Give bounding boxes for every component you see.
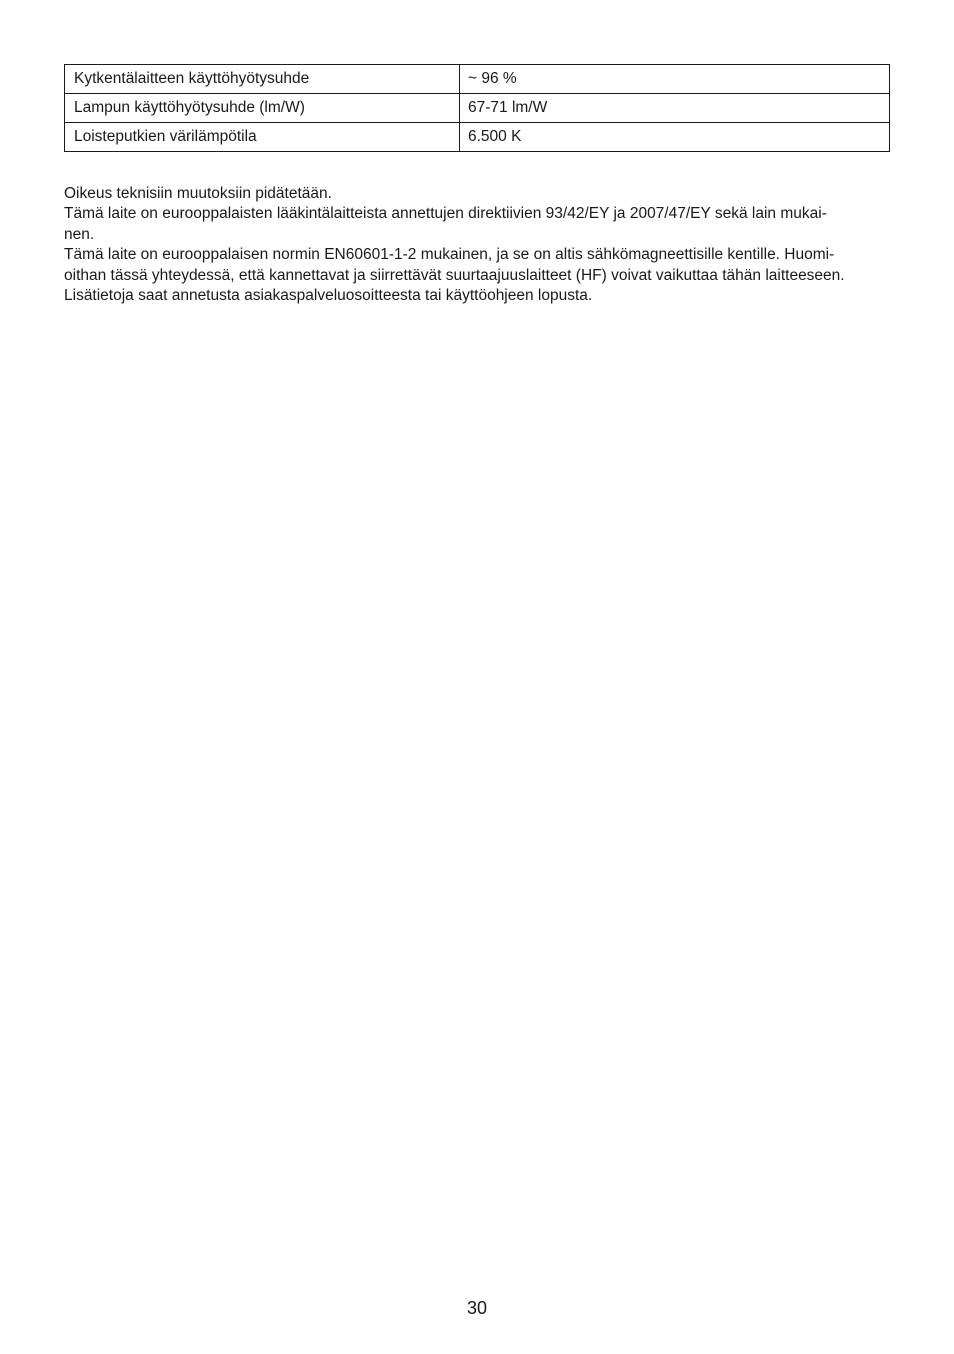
spec-label: Loisteputkien värilämpötila: [65, 123, 460, 152]
technical-changes-note: Oikeus teknisiin muutoksiin pidätetään.: [64, 185, 332, 202]
table-row: [65, 94, 890, 123]
spec-value: ~ 96 %: [460, 65, 890, 94]
medical-directive-note: Tämä laite on eurooppalaisten lääkintälaitteista annettujen direktiivien 93/42/EY ja 2007/47/EY sekä lain mukai- nen.: [64, 205, 827, 243]
specifications-table: [64, 64, 890, 152]
spec-value: 6.500 K: [460, 123, 890, 152]
emc-norm-note: Tämä laite on eurooppalaisen normin EN60601-1-2 mukainen, ja se on altis sähkömagneettisille kentille. Huomi- oithan tässä yhteydessä, että kannettavat ja siirrettävät suurtaajuuslaitteet (HF) voivat vaikuttaa tähän laitteeseen. Lisätietoja saat annetusta asiakaspalveluosoitteesta tai käyttöohjeen lopusta.: [64, 246, 845, 305]
page-number: 30: [466, 1298, 488, 1318]
spec-label: Lampun käyttöhyötysuhde (lm/W): [65, 94, 460, 123]
table-row: [65, 123, 890, 152]
table-row: [65, 65, 890, 94]
spec-label: Kytkentälaitteen käyttöhyötysuhde: [65, 65, 460, 94]
spec-value: 67-71 lm/W: [460, 94, 890, 123]
notes-section: [64, 184, 892, 306]
